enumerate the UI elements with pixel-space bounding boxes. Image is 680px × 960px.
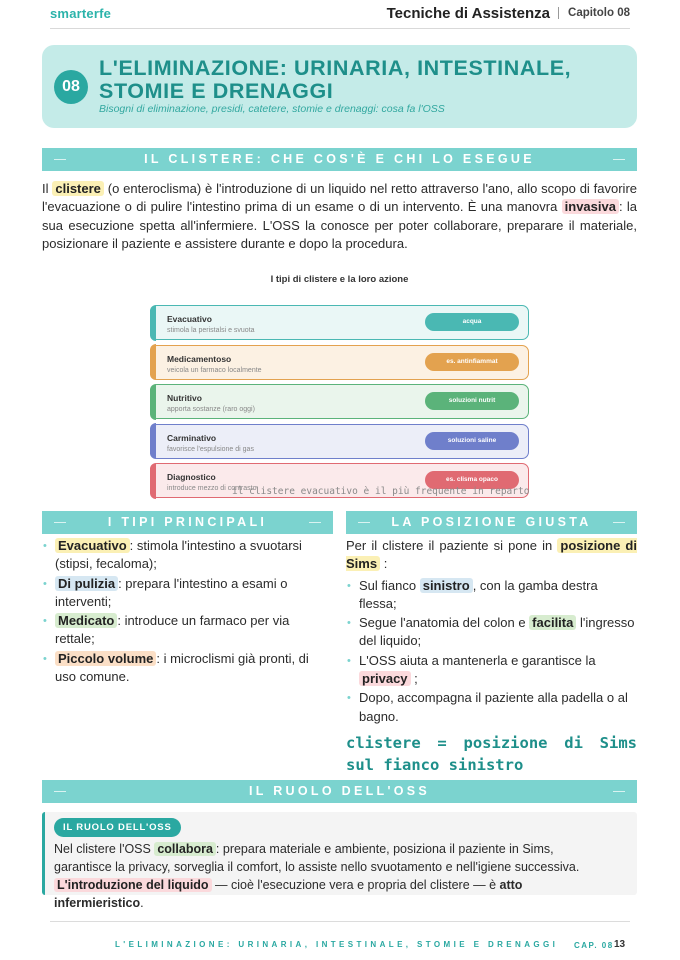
highlight-term: invasiva	[562, 199, 619, 214]
page-number: 13	[614, 939, 626, 950]
sims-formula: clistere = posizione di Sims sul fianco sinistro	[346, 733, 637, 775]
section-heading-text: LA POSIZIONE GIUSTA	[391, 515, 592, 529]
row-accent-bar	[150, 344, 156, 380]
type-tag: soluzioni saline	[425, 432, 519, 450]
type-description: apporta sostanze (raro oggi)	[167, 406, 255, 413]
highlight-term: Medicato	[55, 613, 117, 628]
position-column	[346, 537, 637, 777]
type-description: veicola un farmaco localmente	[167, 366, 262, 374]
highlight-term: Piccolo volume	[55, 651, 156, 666]
text-run: (o enteroclisma) è l'introduzione di un liquido nel retto attraverso l'ano, allo scopo di favorire l'evacuazione o di pulire l'intestino prima di un esame o di un intervento. È una manovra	[42, 181, 637, 215]
type-tag: es. clisma opaco	[425, 471, 519, 489]
footer-chapter-title: L'ELIMINAZIONE: URINARIA, INTESTINALE, STOMIE E DRENAGGI	[115, 940, 559, 949]
text-run: ;	[414, 671, 418, 687]
text-run: : introduce un farmaco per via rettale;	[55, 613, 290, 647]
type-tag: es. antinfiammat	[425, 353, 519, 371]
chapter-number-badge: 08	[54, 70, 88, 104]
row-accent-bar	[150, 463, 156, 499]
section-heading-clistere	[42, 148, 637, 171]
section-heading-posizione	[346, 511, 637, 534]
type-name: Medicamentoso	[167, 353, 232, 364]
list-item	[42, 537, 327, 574]
list-item	[42, 575, 327, 612]
page-header	[50, 0, 630, 29]
highlight-term: posizione di Sims	[346, 538, 637, 572]
text-run: L'OSS aiuta a mantenerla e garantisce la	[359, 652, 596, 668]
type-description: stimola la peristalsi e svuota	[167, 327, 255, 334]
highlight-term: privacy	[359, 671, 411, 686]
role-callout	[42, 812, 637, 910]
dash-decoration	[613, 159, 625, 160]
clistere-type-row	[150, 424, 529, 459]
type-description: introduce mezzo di contrasto	[167, 485, 257, 492]
text-run: — cioè l'esecuzione vera e propria del clistere — è	[215, 878, 497, 892]
type-description: favorisce l'espulsione di gas	[167, 445, 254, 453]
text-run: , con la gamba destra flessa;	[359, 577, 598, 611]
dash-decoration	[358, 522, 370, 523]
chapter-subtitle: Bisogni di eliminazione, presidi, catetere, stomie e drenaggi: cosa fa l'OSS	[99, 103, 445, 115]
dash-decoration	[613, 791, 625, 792]
text-run: Il	[42, 181, 49, 196]
position-list	[346, 577, 637, 726]
highlight-term: facilita	[529, 615, 576, 630]
callout-tag: IL RUOLO DELL'OSS	[54, 818, 181, 837]
footer-chapter-number: CAP. 08	[574, 941, 614, 950]
dash-decoration	[54, 791, 66, 792]
types-column	[42, 537, 327, 687]
text-run: : prepara materiale e ambiente, posiziona il paziente in Sims, garantisce la privacy, sorveglia il comfort, lo assiste nello svuotamento e nell'igiene successiva.	[54, 842, 580, 874]
section-heading-text: IL CLISTERE: CHE COS'È E CHI LO ESEGUE	[144, 152, 535, 166]
chapter-hero	[42, 45, 637, 128]
text-run: : stimola l'intestino a svuotarsi (stipsi, fecaloma);	[55, 538, 302, 572]
dash-decoration	[309, 522, 321, 523]
text-run: Nel clistere l'OSS	[54, 842, 151, 856]
dash-decoration	[54, 522, 66, 523]
type-name: Carminativo	[167, 432, 217, 443]
list-item	[346, 689, 637, 726]
intro-paragraph	[42, 180, 637, 253]
row-accent-bar	[150, 423, 156, 459]
highlight-term: Di pulizia	[55, 576, 118, 591]
section-heading-tipi	[42, 511, 333, 534]
figure-title: I tipi di clistere e la loro azione	[270, 274, 409, 285]
list-item	[42, 612, 327, 649]
text-run: Per il clistere il paziente si pone in	[346, 538, 553, 553]
callout-text	[54, 840, 611, 912]
brand-name: smarterfe	[50, 6, 112, 21]
list-item	[346, 577, 637, 614]
text-run: : i microclismi già pronti, di uso comune.	[55, 650, 309, 685]
book-title: Tecniche di Assistenza	[386, 5, 550, 22]
list-item	[42, 650, 327, 687]
types-list	[42, 537, 327, 686]
highlight-term: sinistro	[420, 578, 473, 593]
list-item	[346, 614, 637, 651]
type-tag: soluzioni nutrit	[425, 392, 519, 410]
highlight-term: Evacuativo	[55, 538, 130, 553]
type-name: Evacuativo	[167, 314, 212, 324]
section-heading-ruolo	[42, 780, 637, 803]
text-run: l'ingresso del liquido;	[359, 615, 635, 649]
type-name: Nutritivo	[167, 393, 202, 403]
dash-decoration	[613, 522, 625, 523]
text-run: : prepara l'intestino a esami o interventi;	[55, 575, 288, 609]
clistere-type-row	[150, 305, 529, 340]
text-run: .	[140, 896, 144, 910]
clistere-type-row	[150, 384, 529, 419]
figure-caption: il clistere evacuativo è il più frequente in reparto	[232, 486, 530, 497]
row-accent-bar	[150, 384, 156, 420]
chapter-title: L'ELIMINAZIONE: URINARIA, INTESTINALE, STOMIE E DRENAGGI	[99, 56, 572, 103]
section-heading-text: IL RUOLO DELL'OSS	[248, 784, 431, 798]
highlight-term: collabora	[154, 842, 216, 856]
section-heading-text: I TIPI PRINCIPALI	[107, 515, 268, 529]
text-run: :	[383, 556, 388, 572]
highlight-term: L'introduzione del liquido	[54, 878, 212, 892]
type-name: Diagnostico	[167, 472, 216, 482]
dash-decoration	[54, 159, 66, 160]
text-run: Segue l'anatomia del colon e	[359, 615, 526, 631]
text-run: Sul fianco	[359, 577, 417, 593]
chapter-label: Capitolo 08	[558, 7, 630, 19]
text-run: : la sua esecuzione spetta all'infermiere. L'OSS la conosce per poter collaborare, preparare il materiale, posizionare il paziente e assistere durante e dopo la procedura.	[42, 199, 637, 251]
row-accent-bar	[150, 305, 156, 341]
highlight-term: clistere	[52, 181, 104, 196]
clistere-type-row	[150, 345, 529, 380]
text-run: Dopo, accompagna il paziente alla padella o al bagno.	[359, 690, 628, 724]
type-tag: acqua	[425, 313, 519, 331]
bold-term: atto infermieristico	[54, 878, 523, 910]
list-item	[346, 652, 637, 689]
footer-divider	[50, 921, 630, 922]
position-intro	[346, 537, 637, 574]
